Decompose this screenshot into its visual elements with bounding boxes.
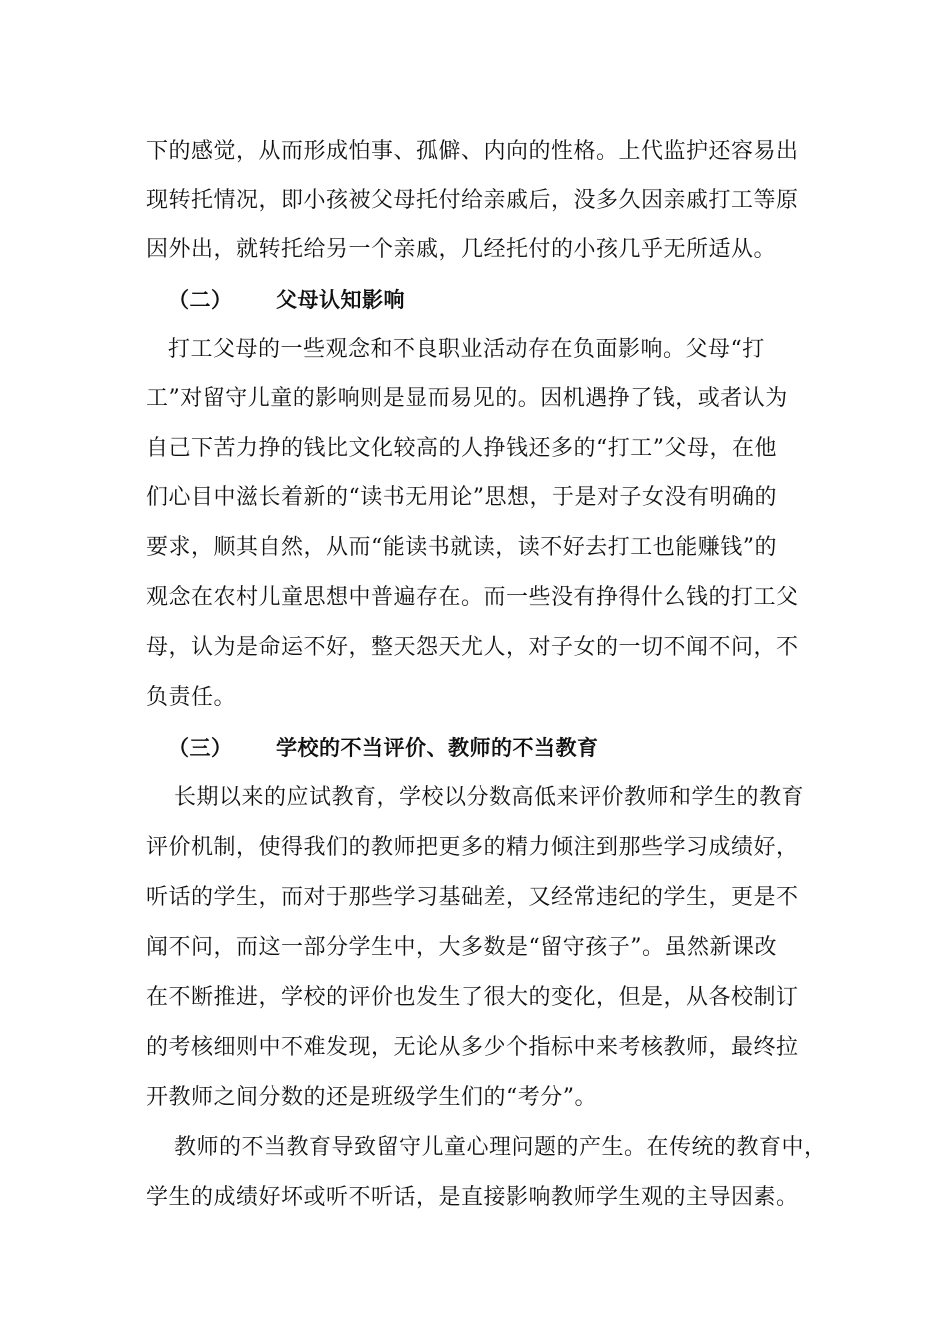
paragraph-line: 在不断推进，学校的评价也发生了很大的变化，但是，从各校制订 (146, 985, 799, 1010)
paragraph-line: 观念在农村儿童思想中普遍存在。而一些没有挣得什么钱的打工父 (146, 585, 799, 610)
paragraph-line: 听话的学生，而对于那些学习基础差，又经常违纪的学生，更是不 (146, 885, 799, 910)
paragraph-line: 母，认为是命运不好，整天怨天尤人，对子女的一切不闻不问，不 (146, 635, 799, 660)
paragraph-line: 开教师之间分数的还是班级学生们的“考分”。 (146, 1085, 597, 1110)
section-title: 父母认知影响 (276, 288, 405, 312)
paragraph-line: 长期以来的应试教育，学校以分数高低来评价教师和学生的教育 (174, 785, 805, 810)
paragraph-line: 评价机制，使得我们的教师把更多的精力倾注到那些学习成绩好， (146, 835, 799, 860)
section-number: （三） (168, 736, 233, 760)
paragraph-line: 工”对留守儿童的影响则是显而易见的。因机遇挣了钱，或者认为 (146, 386, 788, 411)
paragraph-line: 的考核细则中不难发现，无论从多少个指标中来考核教师，最终拉 (146, 1035, 799, 1060)
paragraph-line: 要求，顺其自然，从而“能读书就读，读不好去打工也能赚钱”的 (146, 535, 777, 560)
paragraph-line: 教师的不当教育导致留守儿童心理问题的产生。在传统的教育中， (174, 1135, 827, 1160)
paragraph-line: 现转托情况，即小孩被父母托付给亲戚后，没多久因亲戚打工等原 (146, 188, 799, 213)
section-heading-3 (168, 733, 599, 763)
paragraph-line: 学生的成绩好坏或听不听话，是直接影响教师学生观的主导因素。 (146, 1185, 799, 1210)
section-title: 学校的不当评价、教师的不当教育 (276, 736, 599, 760)
paragraph-line: 打工父母的一些观念和不良职业活动存在负面影响。父母“打 (168, 337, 765, 362)
paragraph-line: 自己下苦力挣的钱比文化较高的人挣钱还多的“打工”父母，在他 (146, 436, 777, 461)
section-number: （二） (168, 288, 233, 312)
paragraph-line: 闻不问，而这一部分学生中，大多数是“留守孩子”。虽然新课改 (146, 935, 777, 960)
section-heading-2 (168, 285, 405, 315)
paragraph-line: 下的感觉，从而形成怕事、孤僻、内向的性格。上代监护还容易出 (146, 139, 799, 164)
paragraph-line: 们心目中滋长着新的“读书无用论”思想，于是对子女没有明确的 (146, 485, 777, 510)
paragraph-line: 负责任。 (146, 685, 237, 710)
paragraph-line: 因外出，就转托给另一个亲戚，几经托付的小孩几乎无所适从。 (146, 237, 777, 262)
